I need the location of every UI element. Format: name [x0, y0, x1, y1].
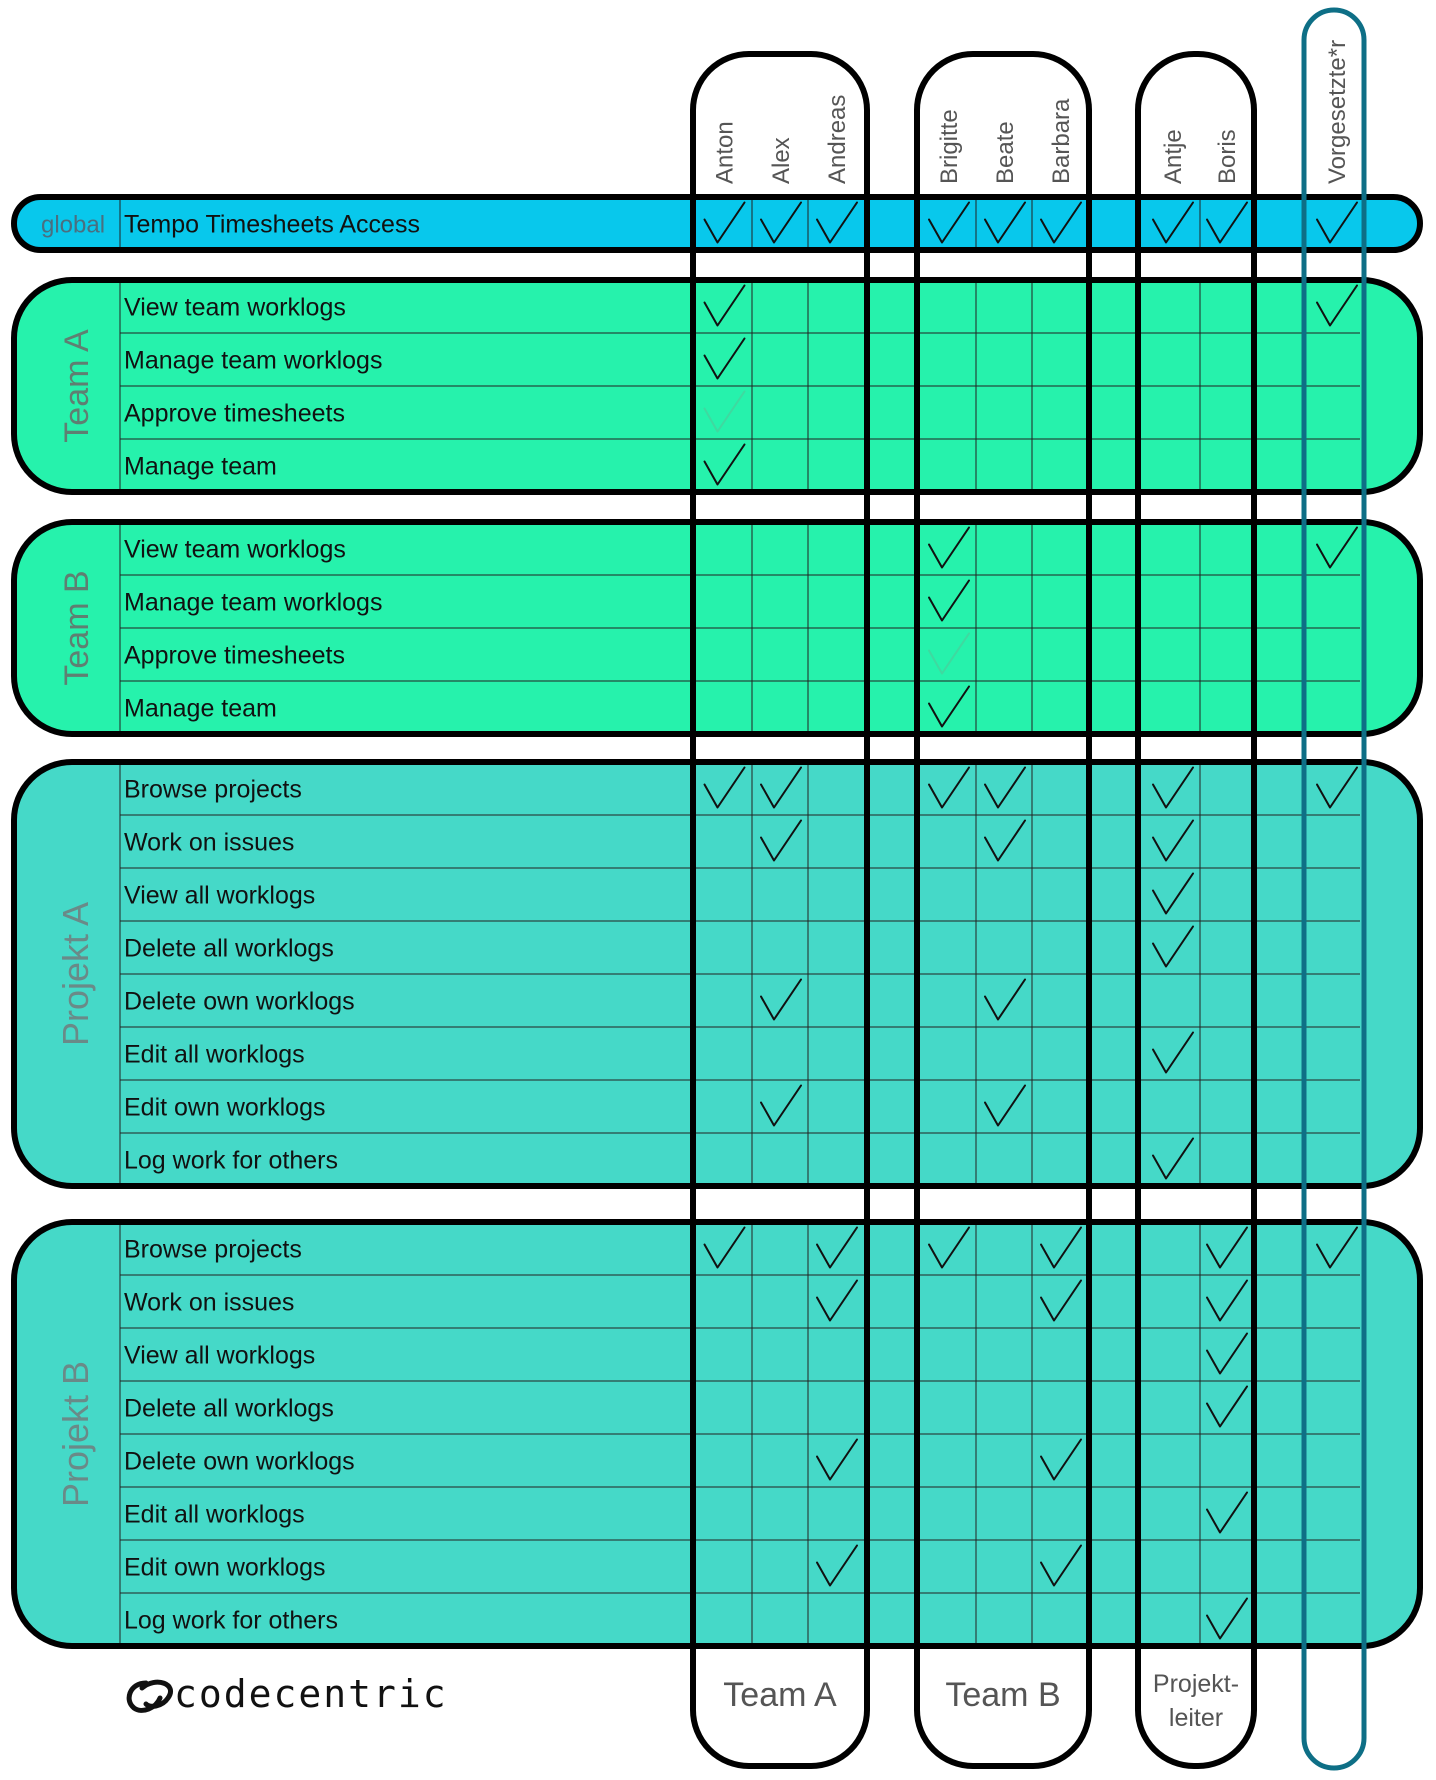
permission-label: Tempo Timesheets Access: [124, 210, 420, 239]
section-label: Projekt A: [55, 901, 96, 1047]
person-name-boris: Boris: [1214, 129, 1241, 184]
logo-text: codecentric: [174, 1672, 448, 1716]
permission-label: Edit own worklogs: [124, 1553, 326, 1582]
section-team-b: [14, 522, 1420, 734]
person-name-anton: Anton: [711, 121, 739, 184]
permission-label: Manage team worklogs: [124, 346, 383, 375]
permission-label: Manage team worklogs: [124, 588, 383, 617]
permission-label: Browse projects: [124, 775, 302, 804]
permission-label: Approve timesheets: [124, 641, 345, 670]
group-label: Team B: [945, 1676, 1061, 1714]
section-projekt-b: [14, 1222, 1420, 1646]
permission-label: Log work for others: [124, 1146, 338, 1175]
permission-label: Delete all worklogs: [124, 1394, 334, 1423]
section-projekt-a: [14, 762, 1420, 1186]
section-label: Team A: [58, 329, 96, 443]
group-label: Team A: [723, 1676, 837, 1714]
person-name-andreas: Andreas: [824, 94, 851, 184]
permission-label: Log work for others: [124, 1606, 338, 1635]
person-name-barbara: Barbara: [1048, 98, 1075, 184]
permission-label: Manage team: [124, 452, 277, 481]
permission-label: Edit own worklogs: [124, 1093, 326, 1122]
group-label: Projekt-: [1152, 1670, 1240, 1698]
permission-label: Manage team: [124, 694, 277, 723]
permission-label: View team worklogs: [124, 535, 346, 564]
section-team-a: [14, 280, 1420, 492]
person-name-vorgesetzte-r: Vorgesetzte*r: [1324, 39, 1351, 184]
person-name-alex: Alex: [768, 137, 795, 184]
section-label: Team B: [58, 570, 96, 686]
permission-label: Browse projects: [124, 1235, 302, 1264]
section-global: [14, 197, 1420, 250]
permission-label: Delete own worklogs: [124, 987, 355, 1016]
permission-label: Edit all worklogs: [124, 1500, 305, 1529]
permission-label: View all worklogs: [124, 881, 316, 910]
section-label: global: [40, 211, 106, 239]
permission-label: Delete own worklogs: [124, 1447, 355, 1476]
permission-label: View all worklogs: [124, 1341, 316, 1370]
logo-mark-icon: [129, 1682, 170, 1710]
permission-label: Work on issues: [124, 828, 295, 857]
person-name-beate: Beate: [992, 121, 1019, 184]
section-label: Projekt B: [55, 1360, 96, 1508]
group-label: leiter: [1168, 1704, 1224, 1732]
permission-label: Delete all worklogs: [124, 934, 334, 963]
permission-label: Edit all worklogs: [124, 1040, 305, 1069]
permission-label: View team worklogs: [124, 293, 346, 322]
person-name-antje: Antje: [1160, 129, 1187, 184]
permission-label: Approve timesheets: [124, 399, 345, 428]
person-name-brigitte: Brigitte: [936, 109, 963, 184]
codecentric-logo: [129, 1672, 448, 1716]
permission-label: Work on issues: [124, 1288, 295, 1317]
